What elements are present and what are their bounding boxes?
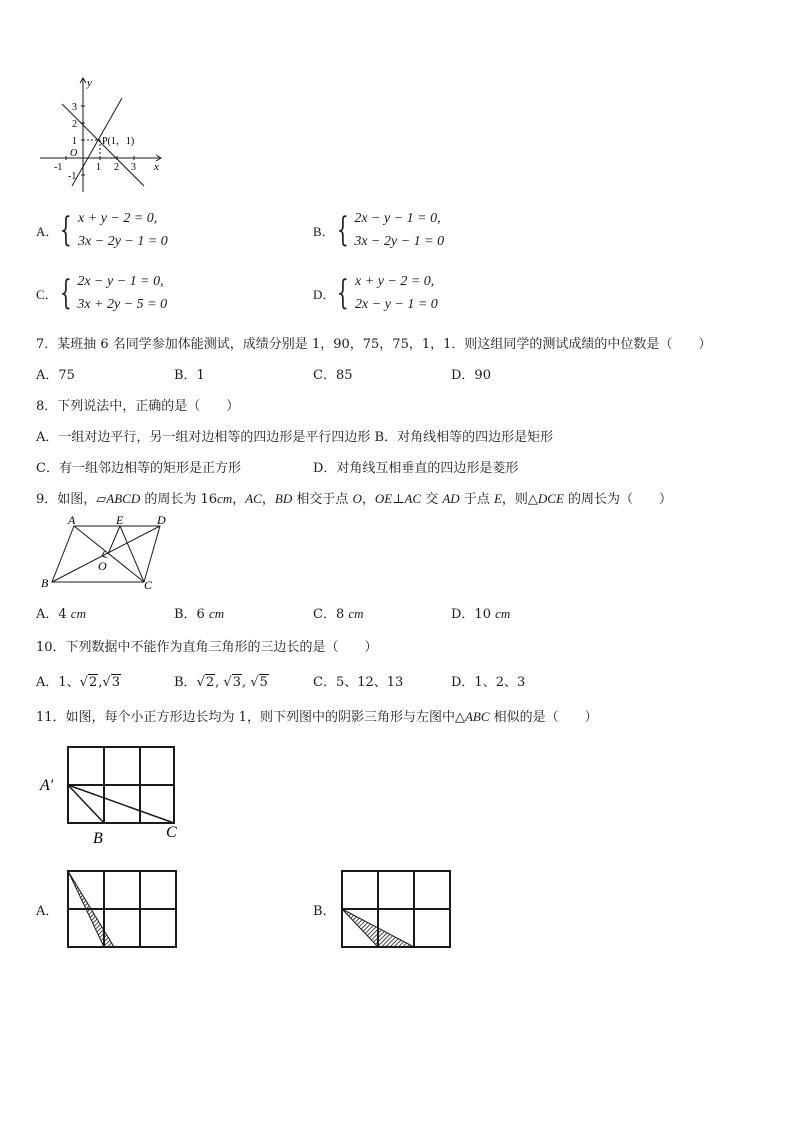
text: D．10 xyxy=(451,607,496,622)
text: ， xyxy=(361,492,375,507)
origin-label: O xyxy=(70,148,78,159)
q6-option-a[interactable] xyxy=(36,207,168,253)
sqrt-icon: √5 xyxy=(250,675,268,690)
brace-icon: { xyxy=(336,210,349,250)
brace-icon: { xyxy=(60,210,73,250)
q8-option-c[interactable]: C．有一组邻边相等的矩形是正方形 xyxy=(36,461,241,476)
q10-option-c[interactable]: C．5、12、13 xyxy=(313,675,404,690)
equation: 2x − y − 1 = 0, xyxy=(354,211,441,226)
text: 的周长为 16 xyxy=(140,492,218,507)
q11-option-a-grid[interactable] xyxy=(66,869,180,949)
q8-options-a-b[interactable]: A．一组对边平行，另一组对边相等的四边形是平行四边形 B．对角线相等的四边形是矩形 xyxy=(36,430,554,445)
q6-coordinate-graph xyxy=(36,74,168,196)
text: ， xyxy=(232,492,246,507)
q10-option-a[interactable] xyxy=(36,671,121,690)
q10-option-b[interactable]: B．√2, √3, √5 xyxy=(174,675,268,690)
unit: cm xyxy=(70,606,86,621)
text: cm xyxy=(217,491,233,506)
equation: x + y − 2 = 0, xyxy=(78,211,158,226)
point-p-label: P(1，1) xyxy=(102,136,135,147)
equation: 3x − 2y − 1 = 0 xyxy=(78,234,168,249)
q11-stem xyxy=(36,706,598,725)
text: ⊥ xyxy=(392,492,405,507)
q11-option-b-label[interactable]: B． xyxy=(313,904,336,919)
text: B．6 xyxy=(174,607,209,622)
q7-option-a[interactable]: A．75 xyxy=(36,368,75,383)
q10-stem: 10．下列数据中不能作为直角三角形的三边长的是（ ） xyxy=(36,640,378,655)
text: 的周长为（ ） xyxy=(563,492,673,507)
brace-icon: { xyxy=(337,273,350,313)
q9-option-c[interactable] xyxy=(313,603,364,622)
q9-parallelogram-figure xyxy=(36,514,172,592)
tick-x-2: 2 xyxy=(114,162,119,173)
text: AC xyxy=(245,491,262,506)
sqrt-icon: √3 xyxy=(223,675,241,690)
text: 于点 xyxy=(459,492,494,507)
q11-option-b-grid[interactable] xyxy=(340,869,454,949)
q9-option-a[interactable] xyxy=(36,603,86,622)
sqrt-icon: √3 xyxy=(102,675,120,690)
q11-option-a-label[interactable]: A． xyxy=(36,904,59,919)
text: AD xyxy=(442,491,460,506)
q11-reference-grid xyxy=(36,742,196,850)
text: B． xyxy=(174,675,197,690)
text: 交 xyxy=(421,492,443,507)
unit: cm xyxy=(348,606,364,621)
tick-y-3: 3 xyxy=(72,102,77,113)
q6-option-b[interactable] xyxy=(313,207,444,253)
equation: 2x − y − 1 = 0, xyxy=(77,274,164,289)
equation: x + y − 2 = 0, xyxy=(355,274,435,289)
option-label: B． xyxy=(313,223,335,239)
text: A．4 xyxy=(36,607,71,622)
y-axis-label: y xyxy=(87,77,92,89)
q9-stem xyxy=(36,488,672,507)
equation: 3x − 2y − 1 = 0 xyxy=(354,234,445,249)
tick-y-2: 2 xyxy=(72,119,77,130)
label-b: B xyxy=(41,576,49,590)
radicand: 3 xyxy=(232,675,241,690)
text: ，则△ xyxy=(501,492,538,507)
tick-x-1: 1 xyxy=(96,162,101,173)
label-c: C xyxy=(144,578,153,592)
text: 11．如图，每个小正方形边长均为 1，则下列图中的阴影三角形与左图中△ xyxy=(36,710,465,725)
q8-option-d[interactable]: D．对角线互相垂直的四边形是菱形 xyxy=(313,461,519,476)
sqrt-icon: √2 xyxy=(196,675,215,690)
radicand: 5 xyxy=(259,675,268,690)
q7-option-b[interactable]: B．1 xyxy=(174,368,205,383)
brace-icon: { xyxy=(59,273,72,313)
option-label: C． xyxy=(36,286,58,302)
text: 相似的是（ ） xyxy=(489,710,598,725)
q7-stem: 7．某班抽 6 名同学参加体能测试，成绩分别是 1，90，75，75，1，1．则这组同学的测试成绩的中位数是（ ） xyxy=(36,337,712,352)
q9-option-d[interactable] xyxy=(451,603,510,622)
label-a: A xyxy=(68,514,76,527)
text: E xyxy=(493,491,502,506)
label-o: O xyxy=(98,559,107,573)
q8-stem: 8．下列说法中，正确的是（ ） xyxy=(36,399,240,414)
label-c: C xyxy=(166,824,177,841)
text: ， xyxy=(261,492,275,507)
q7-option-d[interactable]: D．90 xyxy=(451,368,491,383)
text: DCE xyxy=(537,491,564,506)
option-label: A． xyxy=(36,223,59,239)
q6-option-d[interactable] xyxy=(313,270,438,316)
label-d: D xyxy=(157,514,166,527)
tick-y-1: 1 xyxy=(72,136,77,147)
label-b: B xyxy=(93,830,103,847)
radicand: 3 xyxy=(111,675,120,690)
tick-y-neg1: -1 xyxy=(68,171,77,182)
text: C．8 xyxy=(313,607,349,622)
label-a-prime: A′ xyxy=(40,777,54,794)
text: BD xyxy=(274,491,293,506)
text: AC xyxy=(404,491,422,506)
text: 相交于点 xyxy=(292,492,353,507)
q10-option-d[interactable]: D．1、2、3 xyxy=(451,675,526,690)
q9-option-b[interactable] xyxy=(174,603,224,622)
text: OE xyxy=(374,491,393,506)
x-axis-label: x xyxy=(154,161,159,173)
text: A．1、 xyxy=(36,675,80,690)
text: ABCD xyxy=(106,491,141,506)
label-e: E xyxy=(116,514,124,527)
text: ABC xyxy=(464,709,490,724)
sqrt-icon: √2 xyxy=(79,675,98,690)
radicand: 2 xyxy=(205,675,215,690)
equation: 2x − y − 1 = 0 xyxy=(355,297,438,312)
radicand: 2 xyxy=(88,675,98,690)
text: O xyxy=(352,491,362,506)
equation: 3x + 2y − 5 = 0 xyxy=(77,297,168,312)
q7-option-c[interactable]: C．85 xyxy=(313,368,353,383)
unit: cm xyxy=(495,606,511,621)
text: 9．如图，▱ xyxy=(36,492,107,507)
unit: cm xyxy=(208,606,225,621)
q6-option-c[interactable] xyxy=(36,270,167,316)
tick-x-neg1: -1 xyxy=(54,162,63,173)
tick-x-3: 3 xyxy=(131,162,136,173)
text: , xyxy=(98,675,103,690)
option-label: D． xyxy=(313,286,336,302)
